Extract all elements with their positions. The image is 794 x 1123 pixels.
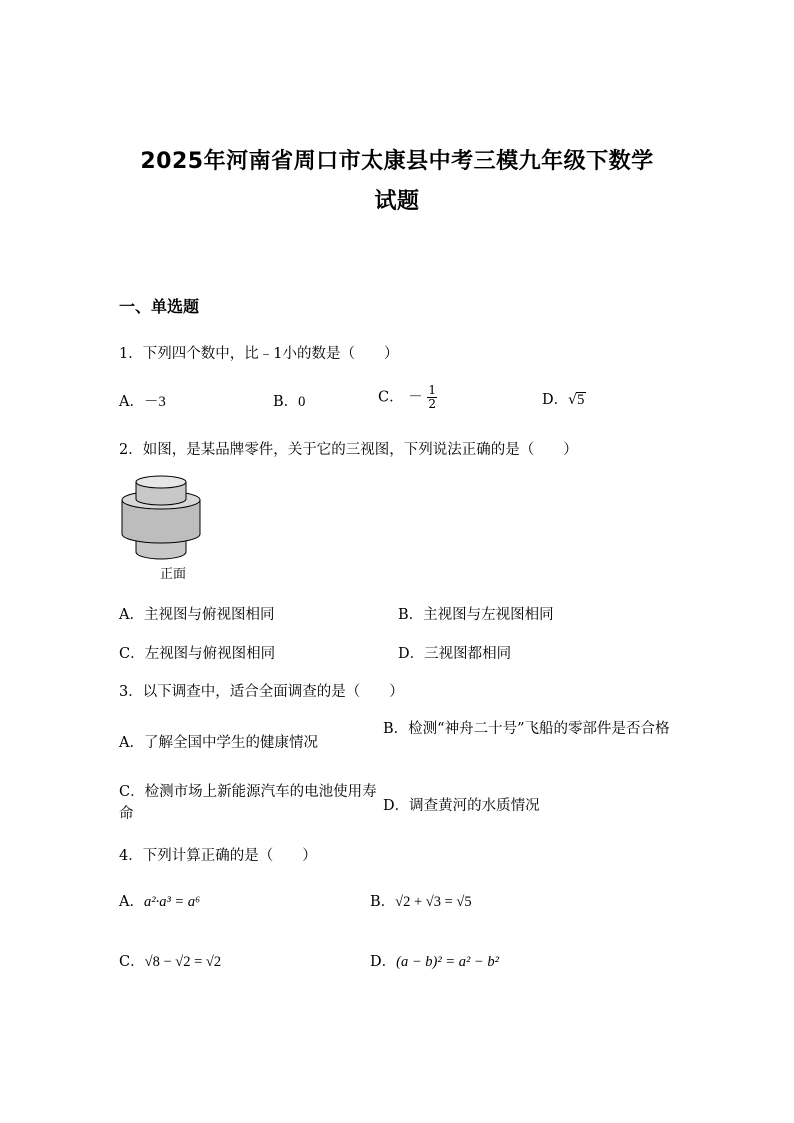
section-heading: 一、单选题 [119,297,200,316]
q4-option-a: A．a²·a³ = a⁶ [119,894,201,910]
figure-label: 正面 [160,567,187,582]
page-title-line1: 2025年河南省周口市太康县中考三模九年级下数学 [140,149,654,174]
top-cylinder-cap [136,476,186,488]
page-title-line2: 试题 [374,189,420,214]
q2-option-b: B．主视图与左视图相同 [398,607,554,623]
part-figure [118,472,204,564]
q2-option-d: D．三视图都相同 [398,646,512,662]
q2-option-c: C．左视图与俯视图相同 [119,646,276,662]
q4-option-c: C．√8 − √2 = √2 [119,954,222,970]
q4-a-expression: a²·a³ = a⁶ [143,894,201,910]
question-4-stem: 4．下列计算正确的是（ ） [119,848,317,864]
q4-option-b: B．√2 + √3 = √5 [370,894,472,910]
q3-option-b: B．检测“神舟二十号”飞船的零部件是否合格 [383,721,670,737]
q2-option-a: A．主视图与俯视图相同 [119,607,275,623]
q1-option-b: B．0 [273,394,306,410]
question-2-stem: 2．如图，是某品牌零件，关于它的三视图，下列说法正确的是（ ） [119,442,578,458]
q4-c-expression: √8 − √2 = √2 [144,954,222,970]
fraction: $\frac{1}{2}$ [428,383,436,411]
q3-option-c: C．检测市场上新能源汽车的电池使用寿命 [119,784,377,822]
question-3-stem: 3．以下调查中，适合全面调查的是（ ） [119,684,404,700]
q3-option-a: A．了解全国中学生的健康情况 [119,735,318,751]
q1-option-d: D．√5 [542,392,585,408]
question-1-stem: 1．下列四个数中，比﹣1小的数是（ ） [119,346,399,362]
q4-b-expression: √2 + √3 = √5 [395,894,472,910]
q3-option-d: D．调查黄河的水质情况 [383,798,540,814]
q4-option-d: D．(a − b)² = a² − b² [370,954,499,970]
q1-option-c: C． － $\frac{1}{2}$ [378,383,436,411]
q1-option-a: A．－3 [119,394,166,410]
q4-d-expression: (a − b)² = a² − b² [396,954,499,970]
